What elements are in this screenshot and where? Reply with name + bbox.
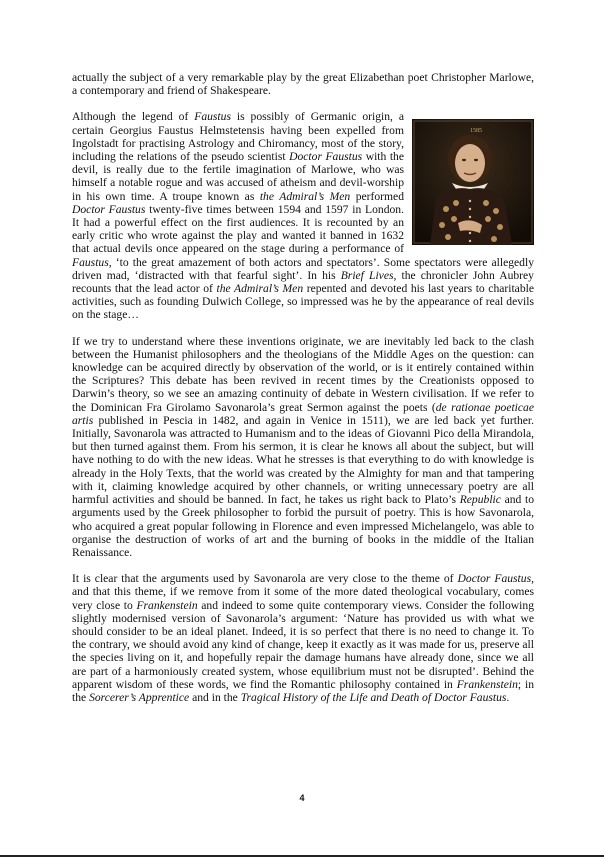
- paragraph-4: It is clear that the arguments used by Savonarola are very close to the theme of Doctor Faustus, and that this theme, if we remove from it some of the more dated theological vocabulary, comes very close to Frankenstein and indeed to some quite contemporary views. Consider the following slightly modernised version of Savonarola’s argument: ‘Nature has provided us with what we should consider to be an ideal planet. Indeed, it is so perfect that there is no need to change it. To the contrary, we should avoid any kind of change, keep it exactly as it was made for us, preserve all the species living on it, and hopefully repair the damage humans have already done, since we all are part of a harmoniously created system, whose equilibrium must not be disrupted’. Behind the apparent wisdom of these words, we find the Romantic philosophy contained in Frankenstein; in the Sorcerer’s Apprentice and in the Tragical History of the Life and Death of Doctor Faustus.: [72, 572, 535, 704]
- page-number: 4: [299, 793, 305, 803]
- paragraph-3: If we try to understand where these inventions originate, we are inevitably led back to the clash between the Humanist philosophers and the theologians of the Middle Ages on the question: can knowledge can be acquired directly by observation of the world, or is it entirely contained within the Scriptures? This debate has been revived in recent times by the Creationists opposed to Darwin’s theory, so we see an amazing continuity of debate in Western civilisation. If we refer to the Dominican Fra Girolamo Savonarola’s great Sermon against the poets (de rationae poeticae artis published in Pescia in 1482, and again in Venice in 1511), we are led back yet further. Initially, Savonarola was attracted to Humanism and to the ideas of Giovanni Pico della Mirandola, but then turned against them. From his sermon, it is clear he knows all about the subject, but will have nothing to do with the new ideas. What he stresses is that everything to do with knowledge is already in the Holy Texts, that the world was created by the Almighty for man and that tampering with it, claiming knowledge acquired by other channels, or writing unnecessary poetry are all harmful activities and should be banned. In fact, he takes us right back to Plato’s Republic and to arguments used by the Greek philosopher to forbid the pursuit of poetry. This is how Savonarola, who acquired a great popular following in Florence and even impressed Michelangelo, was able to organise the destruction of works of art and the burning of books in the middle of the Italian Renaissance.: [72, 334, 534, 559]
- paragraph-2: 1585 Although the legend of Faustus is possibly of Germanic origin, a certain Georgius Faustus Helmstetensis having been expelled from Ingolstadt for practising Astrology and Chiromancy, most of the story, including the relations of the pseudo scientist Doctor Faustus with the devil, is really due to the fertile imagination of Marlowe, who was himself a notable rogue and was accused of atheism and devil-worship in his own time. A troupe known as the Admiral’s Men performed Doctor Faustus twenty-five times between 1594 and 1597 in London. It had a powerful effect on the first audiences. It is recounted by an early critic who wrote against the play and wanted it banned in 1632 that actual devils once appeared on the stage during a performance of Faustus, ‘to the great amazement of both actors and spectators’. Some spectators were allegedly driven mad, ‘distracted with that fearful sight’. In his Brief Lives, the chronicler John Aubrey recounts that the lead actor of the Admiral’s Men repented and devoted his last years to charitable activities, such as founding Dulwich College, so impressed was he by the appearance of real devils on the stage…: [72, 110, 534, 322]
- document-page: [72, 71, 534, 717]
- marlowe-portrait: [412, 119, 534, 245]
- page-bottom-border: [0, 855, 604, 857]
- svg-text:1585: 1585: [470, 128, 482, 135]
- paragraph-1: actually the subject of a very remarkable play by the great Elizabethan poet Christopher Marlowe, a contemporary and friend of Shakespeare.: [72, 71, 534, 98]
